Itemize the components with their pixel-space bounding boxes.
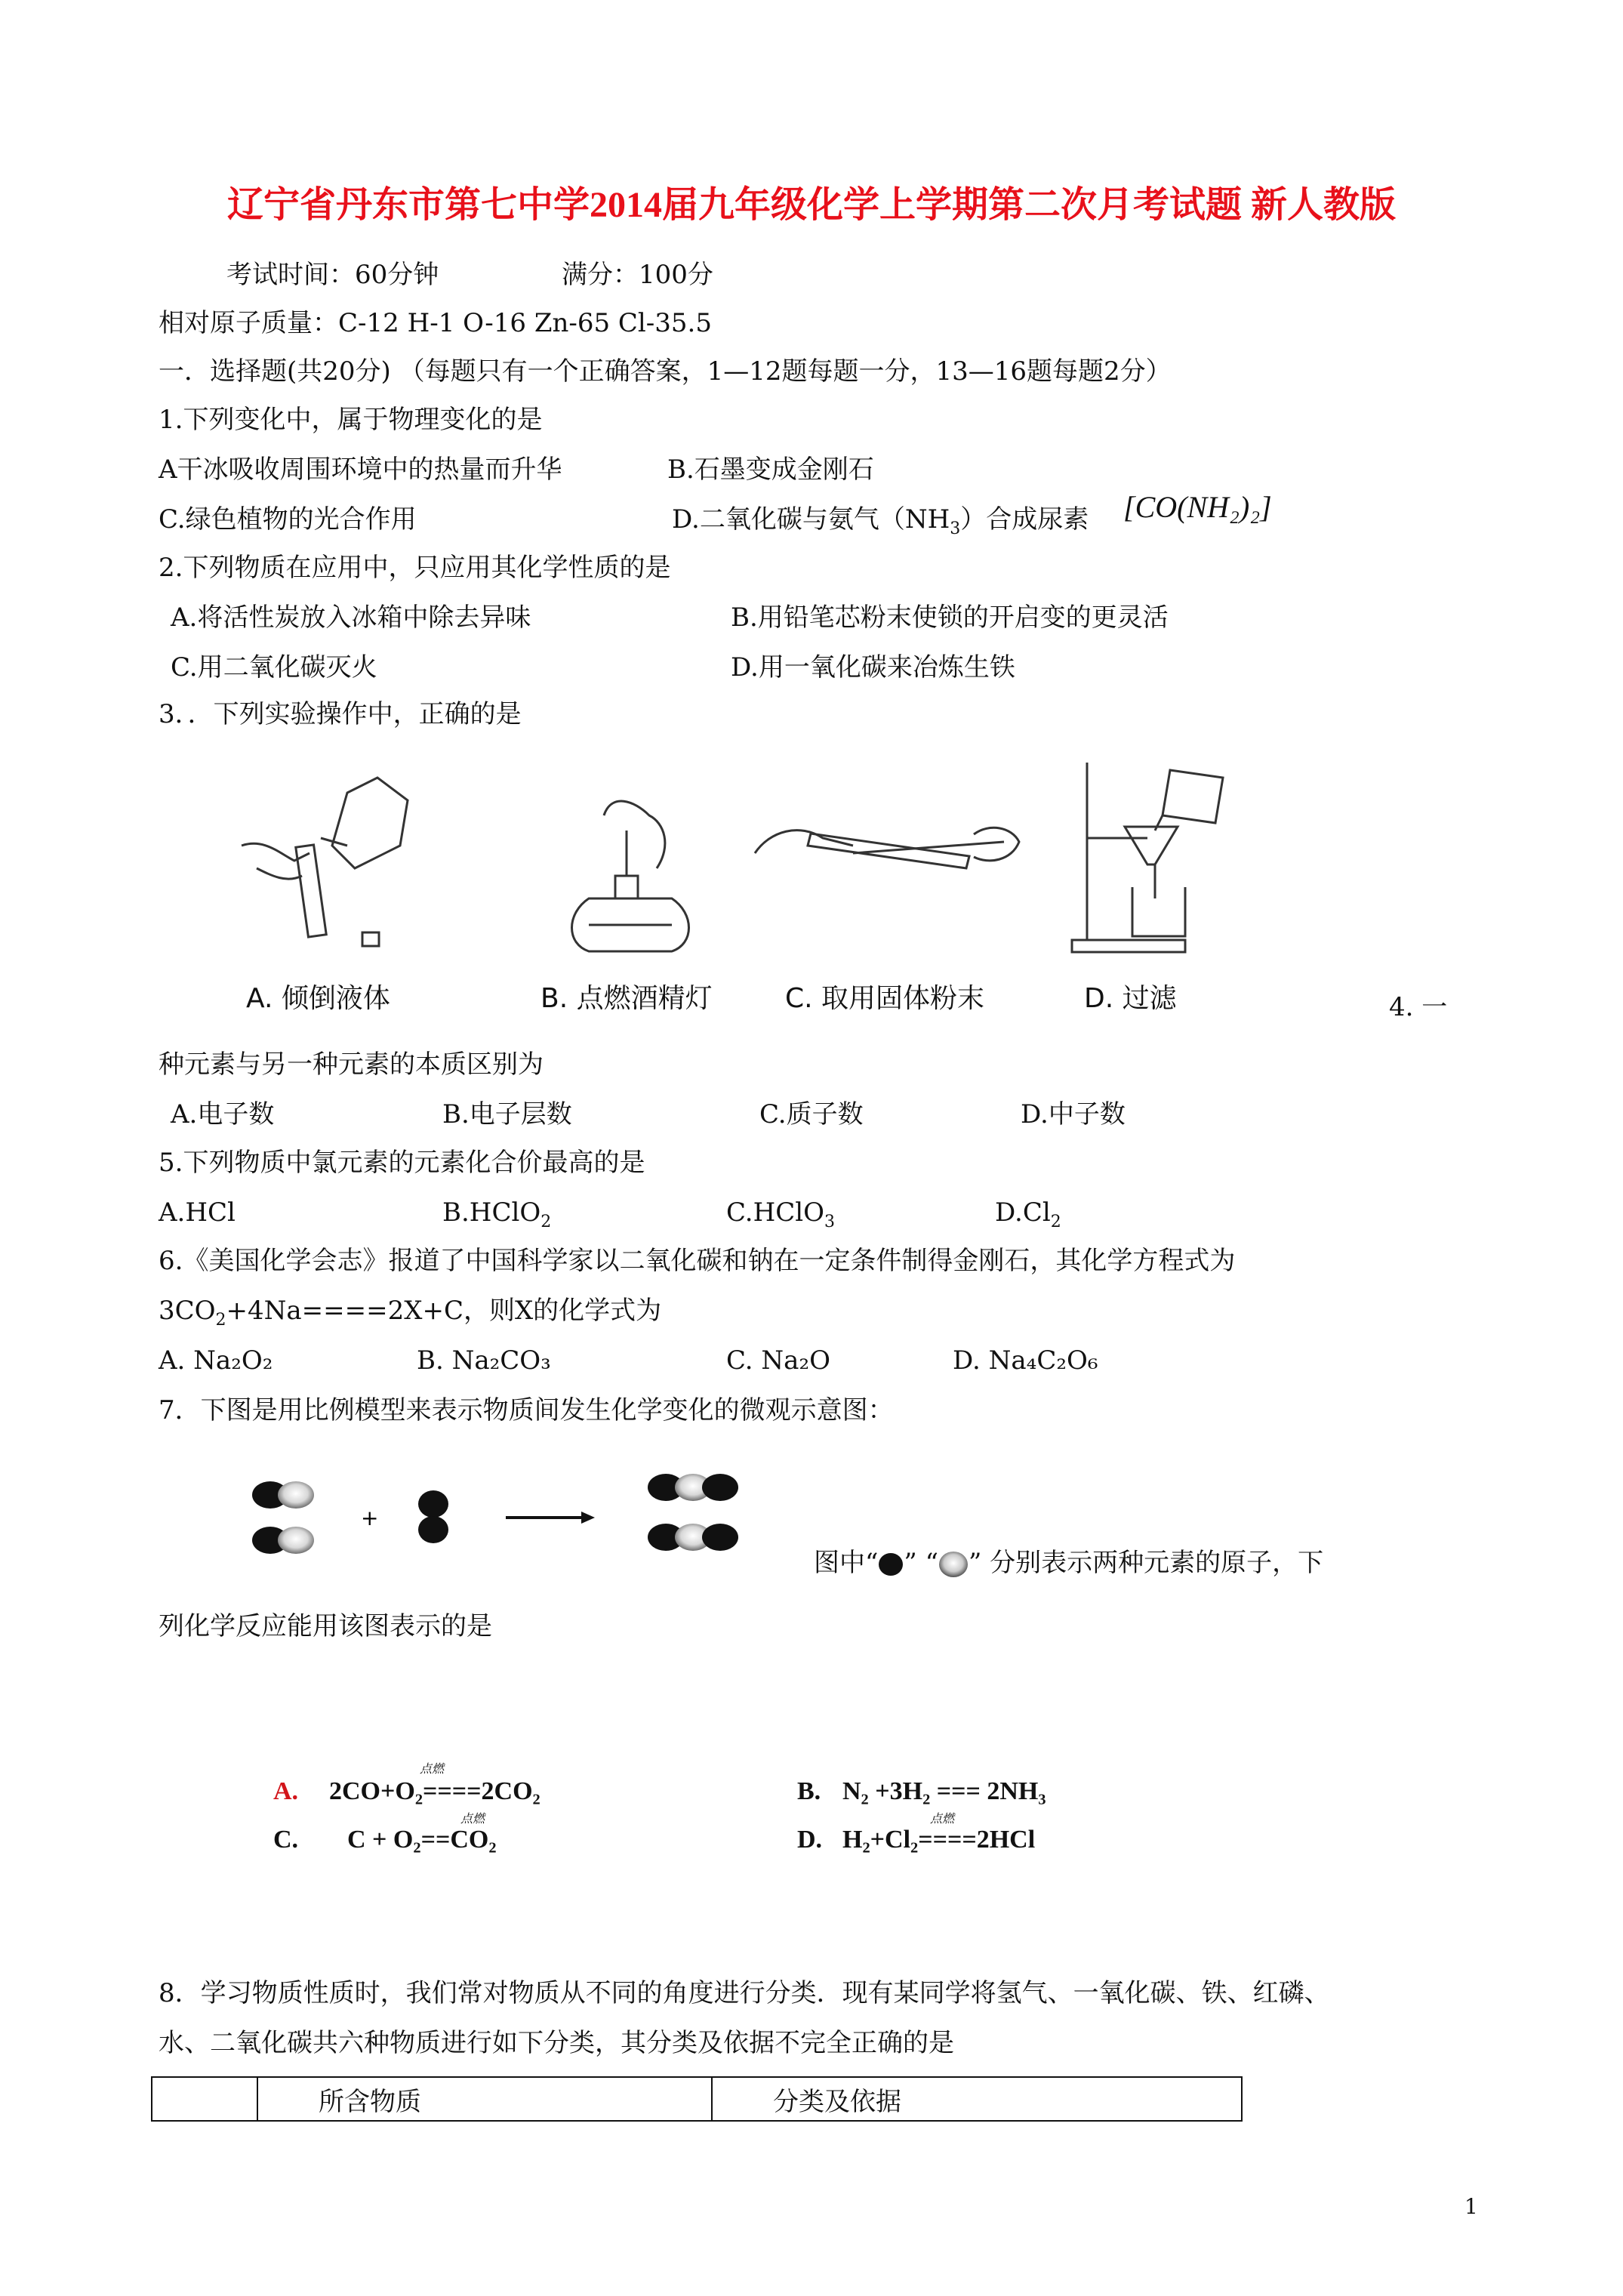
table-header-classification: 分类及依据 [712,2077,1242,2121]
fig-b-label: B. 点燃酒精灯 [540,983,713,1014]
table-header-substances: 所含物质 [257,2077,712,2121]
q7-option-a-condition: 点燃 [420,1761,445,1776]
q1-stem: 1.下列变化中，属于物理变化的是 [159,405,543,435]
q1-option-a: A干冰吸收周围环境中的热量而升华 [159,455,562,485]
q1-option-c: C.绿色植物的光合作用 [159,504,417,535]
product-molecule-1 [648,1474,738,1501]
section-heading: 一．选择题(共20分) （每题只有一个正确答案，1—12题每题一分，13—16题每题2分） [159,356,1172,387]
black-atom-icon [878,1552,904,1577]
q4-option-c: C.质子数 [759,1099,864,1130]
q2-option-c: C.用二氧化碳灭火 [171,652,377,683]
svg-text:+: + [361,1505,379,1530]
alcohol-lamp-figure [544,785,710,966]
q2-stem: 2.下列物质在应用中，只应用其化学性质的是 [159,553,671,583]
q5-option-d: $D.Cl_2$ [995,1197,1061,1231]
q7-option-d: H₂+Cl₂====2HCl [842,1826,1036,1854]
atomic-mass: 相对原子质量：C-12 H-1 O-16 Zn-65 Cl-35.5 [159,308,712,338]
filtration-figure [1064,755,1246,959]
q7-option-d-label: D. [797,1826,823,1854]
q1-option-d: D.二氧化碳与氨气$(NH_3)$合成尿素 [672,504,1089,538]
q7-option-b: N₂ +3H₂ === 2NH₃ [842,1777,1046,1805]
q5-option-a: A.HCl [159,1197,236,1228]
q8-stem: 8．学习物质性质时，我们常对物质从不同的角度进行分类．现有某同学将氢气、一氧化碳、铁、红磷、 [159,1978,1330,2008]
q6-option-b: B. Na₂CO₃ [417,1345,551,1376]
q8-stem-2: 水、二氧化碳共六种物质进行如下分类，其分类及依据不完全正确的是 [159,2028,954,2058]
q6-option-d: D. Na₄C₂O₆ [953,1345,1098,1376]
fig-a-label: A. 倾倒液体 [246,983,390,1014]
q1-option-b: B.石墨变成金刚石 [667,455,874,485]
q2-option-d: D.用一氧化碳来冶炼生铁 [731,652,1015,683]
table-cell [152,2077,257,2121]
reactant-molecule-3 [418,1490,448,1543]
reaction-arrow [506,1512,595,1524]
document-title: 辽宁省丹东市第七中学2014届九年级化学上学期第二次月考试题 新人教版 [226,185,1396,225]
q7-option-a-label: A. [273,1777,299,1805]
powder-figure [747,808,1034,906]
exam-time: 考试时间：60分钟 [226,260,439,290]
reaction-diagram [249,1465,778,1601]
urea-formula: [CO(NH₂)₂] [1123,490,1272,524]
q4-option-a: A.电子数 [171,1099,275,1130]
q7-option-a: 2CO+O₂====2CO₂ [329,1777,540,1805]
q4-option-b: B.电子层数 [442,1099,572,1130]
q3-stem: 3．．下列实验操作中，正确的是 [159,699,522,729]
q7-option-c-label: C. [273,1826,299,1854]
q5-stem: 5.下列物质中氯元素的元素化合价最高的是 [159,1148,645,1178]
table-row [152,2077,1242,2121]
fig-d-label: D. 过滤 [1084,983,1177,1014]
q6-option-c: C. Na₂O [726,1345,830,1376]
q7-stem-2: 列化学反应能用该图表示的是 [159,1611,492,1641]
page-number: 1 [1464,2194,1478,2219]
q6-stem: 6.《美国化学会志》报道了中国科学家以二氧化碳和钠在一定条件制得金刚石，其化学方程式为 [159,1246,1236,1276]
q2-option-b: B.用铅笔芯粉末使锁的开启变的更灵活 [731,603,1169,633]
q7-option-d-condition: 点燃 [930,1811,955,1826]
full-score: 满分：100分 [562,260,713,290]
q5-option-b: B.HClO$_2$ [442,1197,552,1231]
q7-option-b-label: B. [797,1777,821,1805]
q7-legend: 图中“ ” “ ” 分别表示两种元素的原子，下 [814,1548,1324,1578]
q6-equation: $3CO_2+4Na====2X+C$，则X的化学式为 [159,1296,662,1330]
q2-option-a: A.将活性炭放入冰箱中除去异味 [171,603,531,633]
q4-stem: 种元素与另一种元素的本质区别为 [159,1049,544,1080]
q7-option-c-condition: 点燃 [460,1811,485,1826]
reactant-molecule-1 [252,1481,314,1509]
q4-number: 4. 一 [1389,992,1448,1022]
grey-atom-icon [938,1551,969,1578]
fig-c-label: C. 取用固体粉末 [785,983,985,1014]
q7-stem: 7．下图是用比例模型来表示物质间发生化学变化的微观示意图： [159,1395,894,1425]
product-molecule-2 [648,1524,738,1551]
q7-option-c: C + O₂==CO₂ [347,1826,497,1854]
pour-liquid-figure [226,770,423,966]
q5-option-c: C.HClO$_3$ [726,1197,836,1231]
q6-option-a: A. Na₂O₂ [159,1345,273,1376]
q4-option-d: D.中子数 [1021,1099,1126,1130]
reactant-molecule-2 [252,1527,314,1554]
classification-table [151,2076,1243,2122]
